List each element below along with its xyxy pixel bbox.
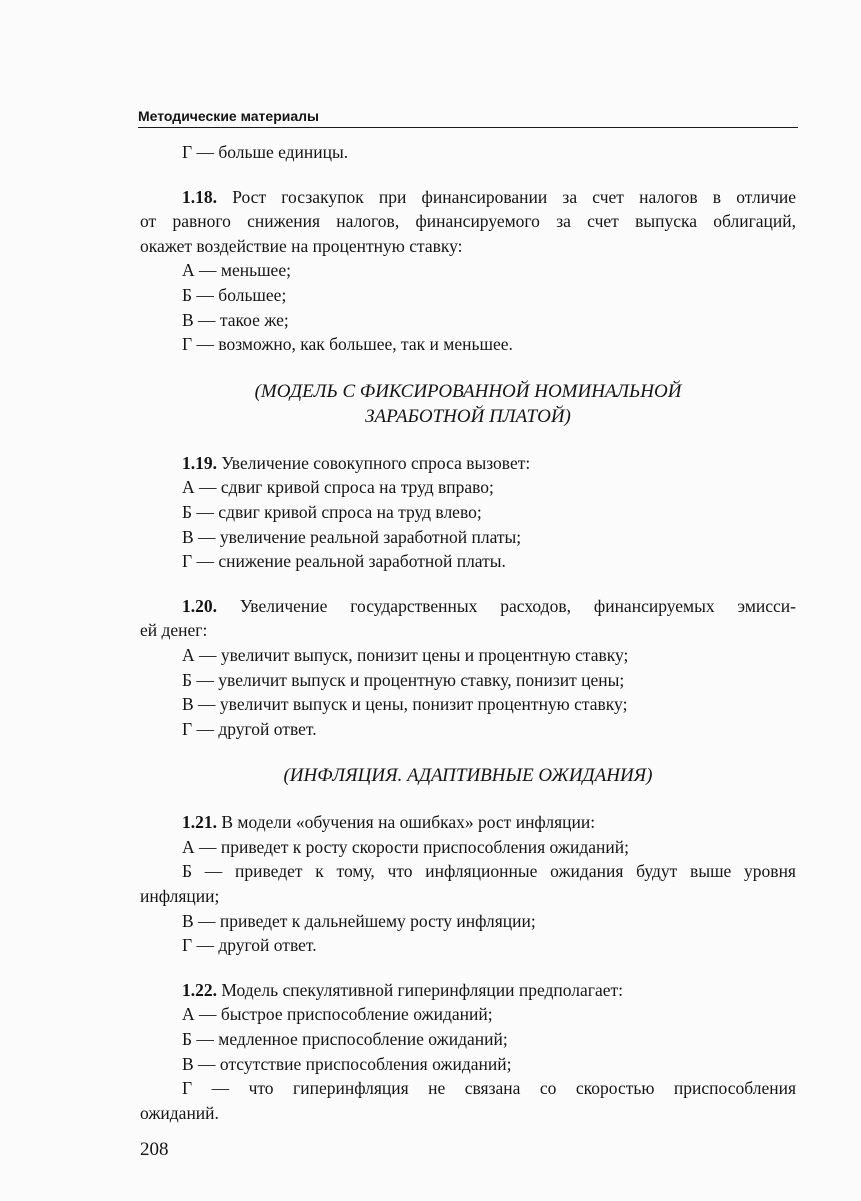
answer-option: В — увеличение реальной заработной платы; — [182, 526, 522, 547]
section-heading: ЗАРАБОТНОЙ ПЛАТОЙ) — [365, 405, 571, 427]
question-1-20-text — [140, 594, 796, 619]
answer-option: Г — возможно, как большее, так и меньшее. — [182, 334, 513, 355]
answer-option: В — увеличит выпуск и цены, понизит процентную ставку; — [182, 694, 628, 715]
question-number: 1.22. — [182, 979, 217, 1000]
page-body — [140, 140, 796, 1125]
answer-option: Б — большее; — [182, 284, 287, 305]
answer-option: В — приведет к дальнейшему росту инфляции; — [182, 910, 536, 931]
answer-option: Г — другой ответ. — [182, 935, 317, 956]
question-number: 1.20. — [182, 595, 217, 616]
question-number: 1.21. — [182, 812, 217, 833]
answer-option: Г — что гиперинфляция не связана со скоростью приспособления — [182, 1078, 796, 1099]
question-1-21-text — [140, 810, 796, 835]
answer-option-continuation: ожиданий. — [140, 1102, 219, 1123]
question-text: В модели «обучения на ошибках» рост инфляции: — [221, 812, 596, 833]
answer-option: Г — снижение реальной заработной платы. — [182, 551, 506, 572]
answer-option: А — сдвиг кривой спроса на труд вправо; — [182, 477, 494, 498]
question-1-22-text — [140, 978, 796, 1003]
answer-option-continuation: инфляции; — [140, 886, 220, 907]
question-text-line: окажет воздействие на процентную ставку: — [140, 235, 463, 256]
answer-option: Г — больше единицы. — [182, 142, 349, 162]
answer-option: А — меньшее; — [182, 260, 291, 281]
running-header: Методические материалы — [138, 107, 798, 128]
answer-option: Б — приведет к тому, что инфляционные ожидания будут выше уровня — [182, 861, 796, 882]
page-number: 208 — [140, 1139, 169, 1160]
question-text: Модель спекулятивной гиперинфляции предполагает: — [221, 979, 624, 1000]
answer-option: В — отсутствие приспособления ожиданий; — [182, 1053, 512, 1074]
answer-option: В — такое же; — [182, 309, 289, 330]
answer-option: Б — сдвиг кривой спроса на труд влево; — [182, 501, 482, 522]
section-heading: (МОДЕЛЬ С ФИКСИРОВАННОЙ НОМИНАЛЬНОЙ — [254, 380, 682, 402]
question-text: Рост госзакупок при финансировании за счет налогов в отличие — [232, 186, 797, 207]
answer-option: Б — увеличит выпуск и процентную ставку, понизит цены; — [182, 669, 625, 690]
answer-option: Б — медленное приспособление ожиданий; — [182, 1029, 508, 1050]
question-number: 1.18. — [182, 186, 217, 207]
section-heading: (ИНФЛЯЦИЯ. АДАПТИВНЫЕ ОЖИДАНИЯ) — [283, 765, 653, 787]
question-1-18-text — [140, 185, 796, 210]
answer-option: А — увеличит выпуск, понизит цены и процентную ставку; — [182, 644, 629, 665]
answer-option: Г — другой ответ. — [182, 718, 317, 739]
question-number: 1.19. — [182, 452, 217, 473]
answer-option: А — приведет к росту скорости приспособления ожиданий; — [182, 836, 629, 857]
question-text-line: ей денег: — [140, 620, 208, 641]
question-text-line: от равного снижения налогов, финансируемого за счет выпуска облигаций, — [140, 211, 796, 232]
question-1-19-text — [140, 451, 796, 476]
question-text: Увеличение государственных расходов, финансируемых эмисси- — [239, 595, 796, 616]
answer-option: А — быстрое приспособление ожиданий; — [182, 1004, 493, 1025]
question-text: Увеличение совокупного спроса вызовет: — [221, 452, 531, 473]
